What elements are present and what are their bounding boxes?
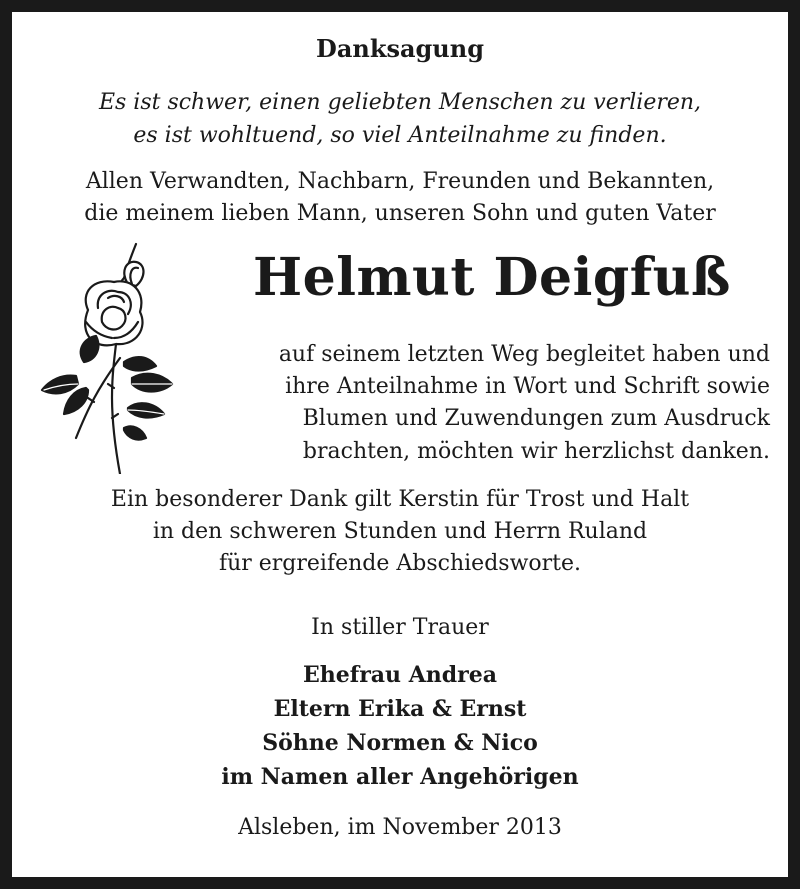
signatory-2: Eltern Erika & Ernst xyxy=(273,696,527,722)
quote-line-2: es ist wohltuend, so viel Anteilnahme zu finden. xyxy=(133,123,667,148)
signatory-1: Ehefrau Andrea xyxy=(302,662,497,688)
quote-line-1: Es ist schwer, einen geliebten Menschen zu verlieren, xyxy=(98,90,702,115)
thanks-line-3: für ergreifende Abschiedsworte. xyxy=(218,551,582,576)
signatory-3: Söhne Normen & Nico xyxy=(262,730,538,756)
thanks-line-1: Ein besonderer Dank gilt Kerstin für Trost und Halt xyxy=(110,487,690,512)
deceased-name: Helmut Deigfuß xyxy=(253,247,731,308)
intro-line-2: die meinem lieben Mann, unseren Sohn und guten Vater xyxy=(84,201,716,226)
body-line-4: brachten, möchten wir herzlichst danken. xyxy=(302,439,770,464)
signatory-4: im Namen aller Angehörigen xyxy=(221,764,579,790)
notice-heading: Danksagung xyxy=(316,34,484,63)
body-line-2: ihre Anteilnahme in Wort und Schrift sowie xyxy=(285,374,770,399)
body-line-3: Blumen und Zuwendungen zum Ausdruck xyxy=(302,406,770,431)
rose-icon xyxy=(28,238,188,474)
body-line-1: auf seinem letzten Weg begleitet haben und xyxy=(278,342,770,367)
thanks-line-2: in den schweren Stunden und Herrn Ruland xyxy=(152,519,648,544)
mourning-line: In stiller Trauer xyxy=(311,615,489,640)
place-date: Alsleben, im November 2013 xyxy=(238,815,562,840)
intro-line-1: Allen Verwandten, Nachbarn, Freunden und Bekannten, xyxy=(85,169,715,194)
